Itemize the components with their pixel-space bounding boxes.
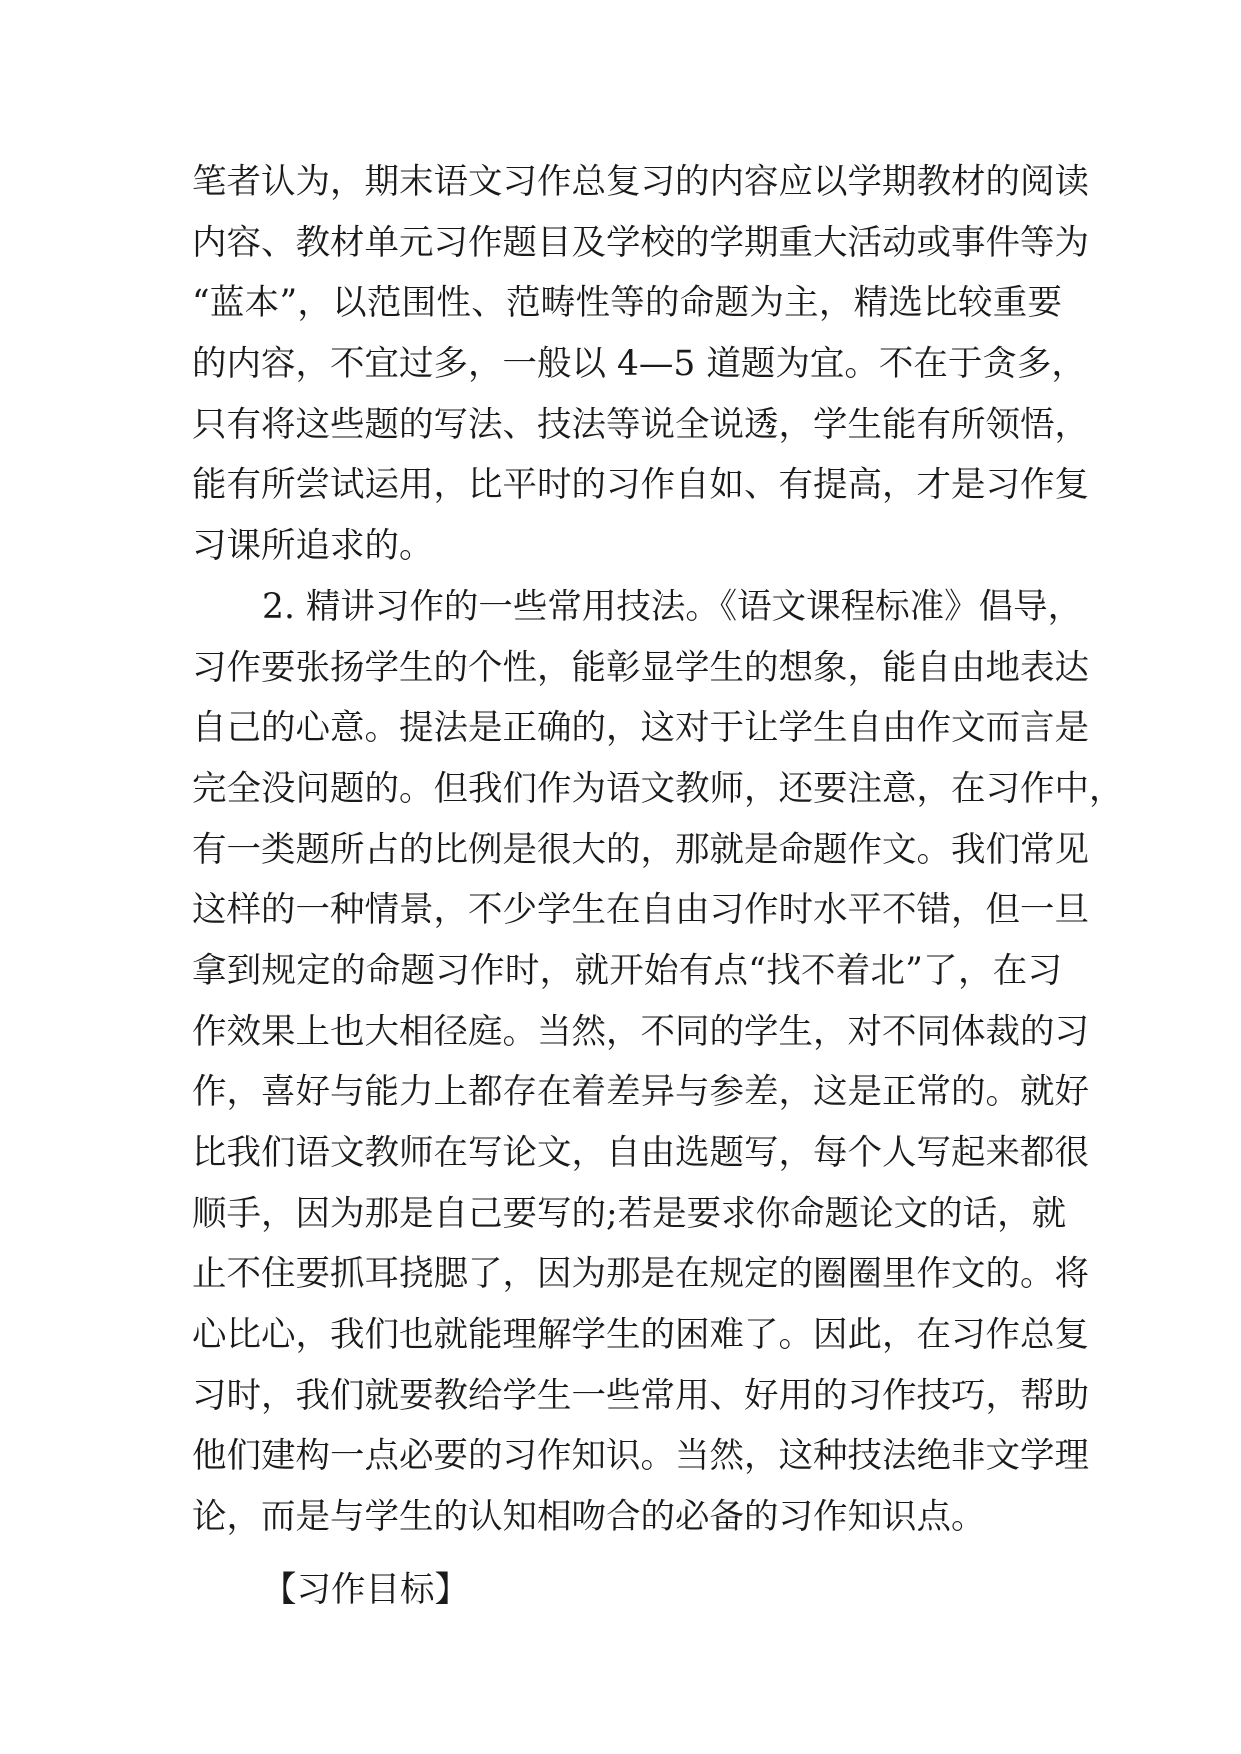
text-line: 论，而是与学生的认知相吻合的必备的习作知识点。: [192, 1497, 986, 1538]
text-line: 习作要张扬学生的个性，能彰显学生的想象，能自由地表达: [192, 647, 1089, 688]
text-line: 2. 精讲习作的一些常用技法。《语文课程标准》倡导，: [262, 586, 1083, 627]
text-line: 这样的一种情景，不少学生在自由习作时水平不错，但一旦: [192, 890, 1089, 931]
text-line: 作，喜好与能力上都存在着差异与参差，这是正常的。就好: [192, 1072, 1089, 1113]
text-line: 习时，我们就要教给学生一些常用、好用的习作技巧，帮助: [192, 1375, 1089, 1416]
paragraph-1: [192, 152, 1089, 577]
document-page: [192, 152, 1124, 1621]
text-line: 完全没问题的。但我们作为语文教师，还要注意，在习作中，: [192, 768, 1124, 809]
text-line: 有一类题所占的比例是很大的，那就是命题作文。我们常见: [192, 829, 1089, 870]
text-line: 止不住要抓耳挠腮了，因为那是在规定的圈圈里作文的。将: [192, 1254, 1089, 1295]
text-line: 心比心，我们也就能理解学生的困难了。因此，在习作总复: [192, 1315, 1089, 1356]
text-line: “蓝本”，以范围性、范畴性等的命题为主，精选比较重要: [192, 283, 1062, 324]
text-line: 内容、教材单元习作题目及学校的学期重大活动或事件等为: [192, 222, 1089, 263]
text-line: 笔者认为，期末语文习作总复习的内容应以学期教材的阅读: [192, 162, 1089, 202]
paragraph-2: [192, 577, 1124, 1548]
text-line: 拿到规定的命题习作时，就开始有点“找不着北”了，在习: [192, 950, 1062, 991]
text-line: 习课所追求的。: [192, 526, 434, 567]
text-line: 作效果上也大相径庭。当然，不同的学生，对不同体裁的习: [192, 1011, 1089, 1052]
text-line: 的内容，不宜过多，一般以 4—5 道题为宜。不在于贪多，: [192, 344, 1086, 385]
text-line: 顺手，因为那是自己要写的;若是要求你命题论文的话，就: [192, 1193, 1067, 1234]
text-line: 比我们语文教师在写论文，自由选题写，每个人写起来都很: [192, 1133, 1089, 1173]
text-line: 能有所尝试运用，比平时的习作自如、有提高，才是习作复: [192, 465, 1089, 506]
text-line: 他们建构一点必要的习作知识。当然，这种技法绝非文学理: [192, 1436, 1089, 1477]
text-line: 只有将这些题的写法、技法等说全说透，学生能有所领悟，: [192, 404, 1089, 445]
section-heading: 【习作目标】: [262, 1569, 469, 1610]
text-line: 自己的心意。提法是正确的，这对于让学生自由作文而言是: [192, 708, 1089, 749]
